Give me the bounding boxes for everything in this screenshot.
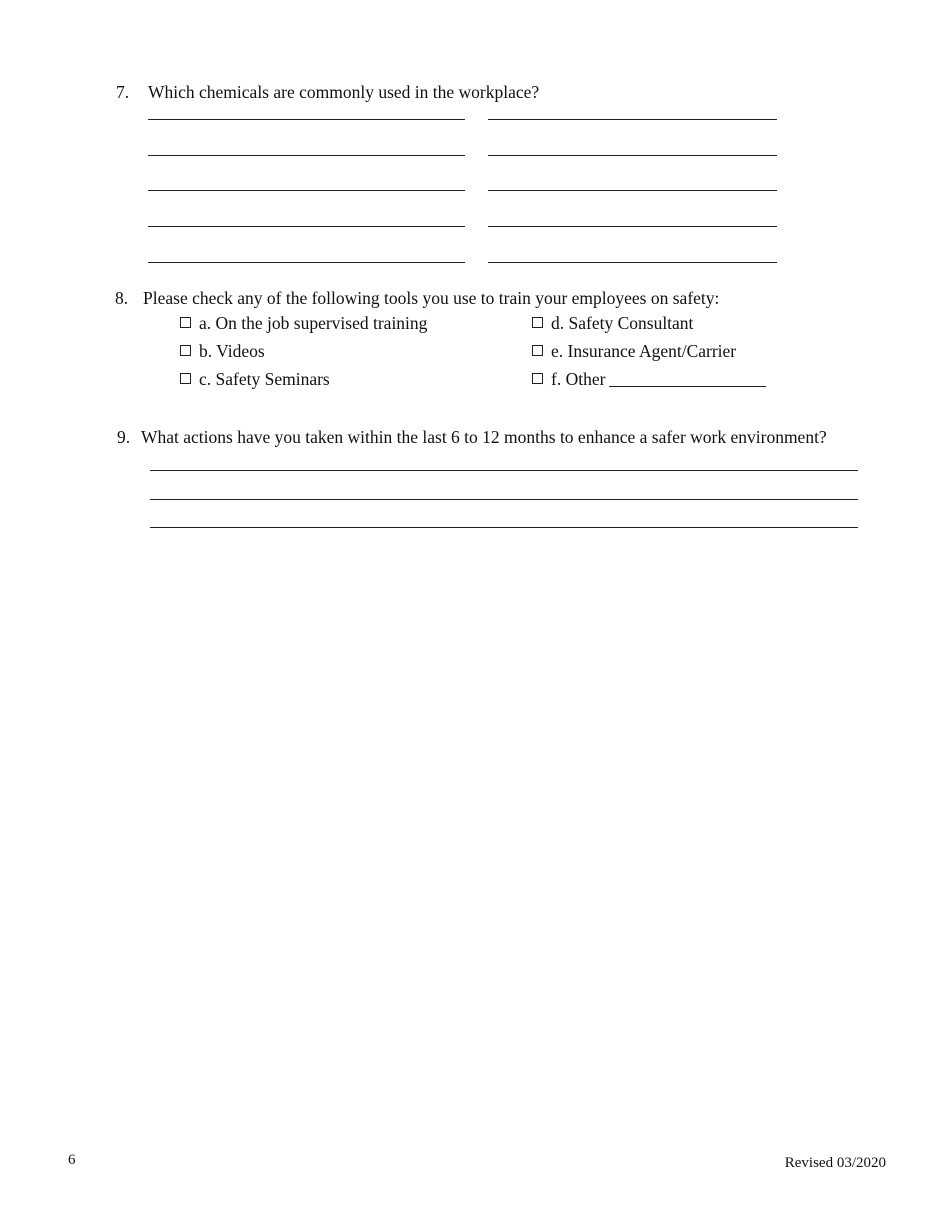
q7-answer-line-right-1[interactable] xyxy=(488,119,777,120)
page-number: 6 xyxy=(68,1152,76,1168)
question-9-text: What actions have you taken within the last 6 to 12 months to enhance a safer work environment? xyxy=(141,427,827,447)
option-f xyxy=(532,369,766,389)
option-b xyxy=(180,341,265,361)
option-a xyxy=(180,313,427,333)
option-e-checkbox[interactable] xyxy=(532,345,543,356)
option-c-checkbox[interactable] xyxy=(180,373,191,384)
option-b-checkbox[interactable] xyxy=(180,345,191,356)
question-9 xyxy=(117,427,827,447)
question-8-text: Please check any of the following tools you use to train your employees on safety: xyxy=(143,288,720,308)
option-c xyxy=(180,369,330,389)
option-e xyxy=(532,341,736,361)
option-b-label: b. Videos xyxy=(199,341,265,361)
q7-answer-line-right-5[interactable] xyxy=(488,262,777,263)
question-8 xyxy=(115,288,719,308)
option-d-label: d. Safety Consultant xyxy=(551,313,694,333)
option-a-label: a. On the job supervised training xyxy=(199,313,428,333)
q7-answer-line-left-4[interactable] xyxy=(148,226,465,227)
option-d-checkbox[interactable] xyxy=(532,317,543,328)
question-9-number: 9. xyxy=(117,427,131,447)
question-8-number: 8. xyxy=(115,288,129,308)
q9-answer-line-1[interactable] xyxy=(150,470,858,471)
q9-answer-line-2[interactable] xyxy=(150,499,858,500)
question-7-number: 7. xyxy=(116,82,130,102)
revision-date: Revised 03/2020 xyxy=(784,1155,886,1171)
q7-answer-line-left-2[interactable] xyxy=(148,155,465,156)
q7-answer-line-right-3[interactable] xyxy=(488,190,777,191)
q7-answer-line-left-3[interactable] xyxy=(148,190,465,191)
option-f-other-input-line[interactable] xyxy=(609,371,766,387)
option-e-label: e. Insurance Agent/Carrier xyxy=(551,341,737,361)
q9-answer-line-3[interactable] xyxy=(150,527,858,528)
q7-answer-line-right-4[interactable] xyxy=(488,226,777,227)
q7-answer-line-left-1[interactable] xyxy=(148,119,465,120)
option-f-label: f. Other xyxy=(551,369,606,389)
q7-answer-line-left-5[interactable] xyxy=(148,262,465,263)
option-a-checkbox[interactable] xyxy=(180,317,191,328)
option-d xyxy=(532,313,693,333)
option-c-label: c. Safety Seminars xyxy=(199,369,330,389)
q7-answer-line-right-2[interactable] xyxy=(488,155,777,156)
option-f-checkbox[interactable] xyxy=(532,373,543,384)
question-7 xyxy=(116,82,539,102)
question-7-text: Which chemicals are commonly used in the workplace? xyxy=(148,82,540,102)
